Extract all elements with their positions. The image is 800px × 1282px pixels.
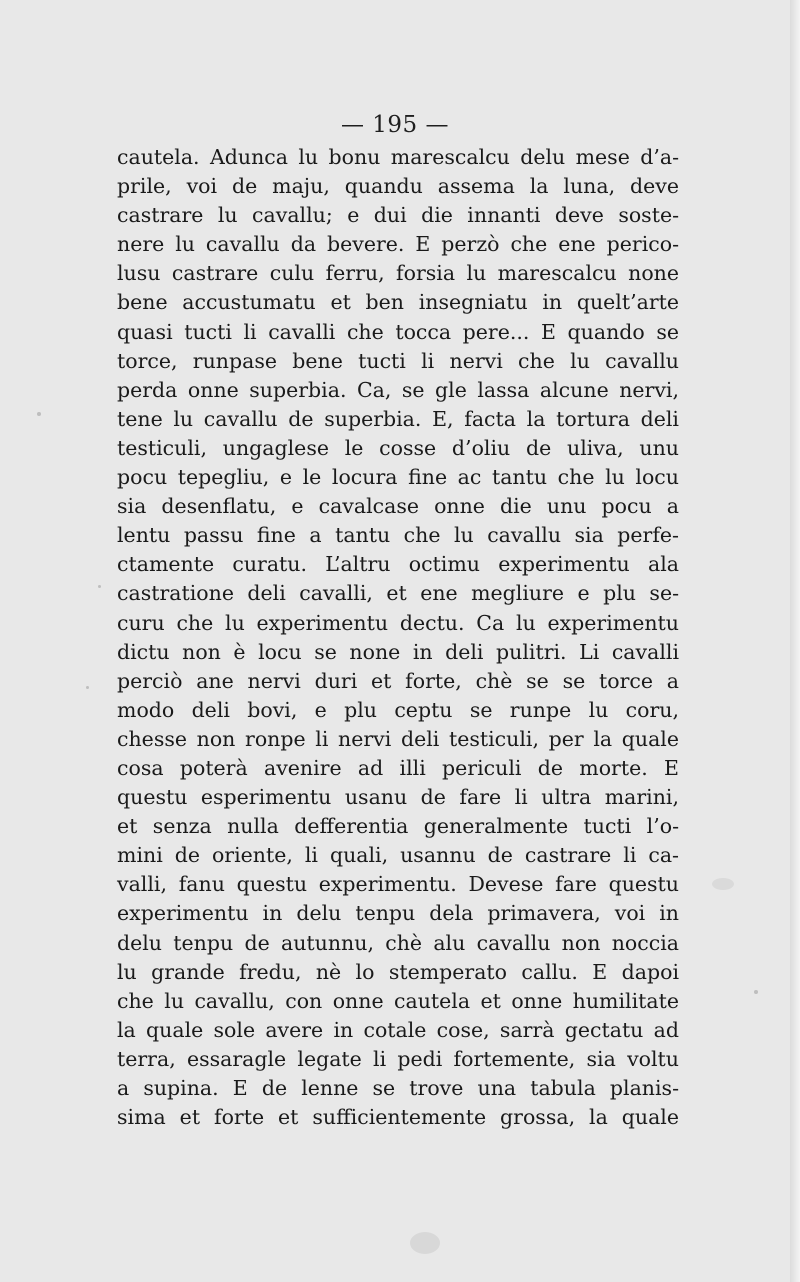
text-line: perciò ane nervi duri et forte, chè se se torce a [117, 668, 679, 693]
paper-speck [37, 412, 41, 416]
text-line: ctamente curatu. L’altru octimu experimentu ala [117, 552, 679, 577]
text-line: tene lu cavallu de superbia. E, facta la tortura deli [117, 406, 679, 431]
paper-speck [410, 1232, 440, 1254]
text-line: sima et forte et sufficientemente grossa, la quale [117, 1105, 679, 1130]
text-line: perda onne superbia. Ca, se gle lassa alcune nervi, [117, 377, 679, 402]
page-number: — 195 — [340, 112, 450, 138]
paper-speck [754, 990, 758, 994]
text-line: cautela. Adunca lu bonu marescalcu delu mese d’a- [117, 145, 679, 169]
text-line: chesse non ronpe li nervi deli testiculi, per la quale [117, 726, 679, 751]
text-line: nere lu cavallu da bevere. E perzò che ene perico- [117, 232, 679, 257]
text-line: castrare lu cavallu; e dui die innanti deve soste- [117, 203, 679, 228]
text-line: modo deli bovi, e plu ceptu se runpe lu coru, [117, 697, 679, 722]
paper-speck [98, 585, 101, 588]
paper-speck [86, 686, 89, 689]
text-line: valli, fanu questu experimentu. Devese fare questu [117, 872, 679, 897]
text-line: dictu non è locu se none in deli pulitri. Li cavalli [117, 639, 679, 664]
text-line: lentu passu fine a tantu che lu cavallu sia perfe- [117, 523, 679, 548]
text-line: lusu castrare culu ferru, forsia lu marescalcu none [117, 261, 679, 286]
text-line: terra, essaragle legate li pedi fortemente, sia voltu [117, 1046, 679, 1071]
text-line: a supina. E de lenne se trove una tabula planis- [117, 1076, 679, 1100]
page-edge-shadow [790, 0, 800, 1282]
text-line: quasi tucti li cavalli che tocca pere... E quando se [117, 319, 679, 344]
text-line: lu grande fredu, nè lo stemperato callu. E dapoi [117, 959, 679, 984]
text-line: mini de oriente, li quali, usannu de castrare li ca- [117, 843, 679, 868]
text-line: castratione deli cavalli, et ene megliure e plu se- [117, 581, 679, 606]
text-line: curu che lu experimentu dectu. Ca lu experimentu [117, 610, 679, 635]
text-line: et senza nulla defferentia generalmente tucti l’o- [117, 814, 679, 839]
body-text [117, 143, 679, 1132]
text-line: che lu cavallu, con onne cautela et onne humilitate [117, 988, 679, 1013]
text-line: torce, runpase bene tucti li nervi che lu cavallu [117, 348, 679, 373]
text-line: prile, voi de maju, quandu assema la luna, deve [117, 174, 679, 199]
text-line: experimentu in delu tenpu dela primavera, voi in [117, 901, 679, 926]
text-line: bene accustumatu et ben insegniatu in quelt’arte [117, 290, 679, 315]
text-line: pocu tepegliu, e le locura fine ac tantu che lu locu [117, 465, 679, 490]
text-line: sia desenflatu, e cavalcase onne die unu pocu a [117, 494, 679, 519]
text-line: testiculi, ungaglese le cosse d’oliu de uliva, unu [117, 435, 679, 460]
text-line: cosa poterà avenire ad illi periculi de morte. E [117, 755, 679, 780]
paper-speck [712, 878, 734, 890]
text-line: la quale sole avere in cotale cose, sarrà gectatu ad [117, 1017, 679, 1042]
text-line: questu esperimentu usanu de fare li ultra marini, [117, 785, 679, 810]
text-line: delu tenpu de autunnu, chè alu cavallu non noccia [117, 930, 679, 955]
